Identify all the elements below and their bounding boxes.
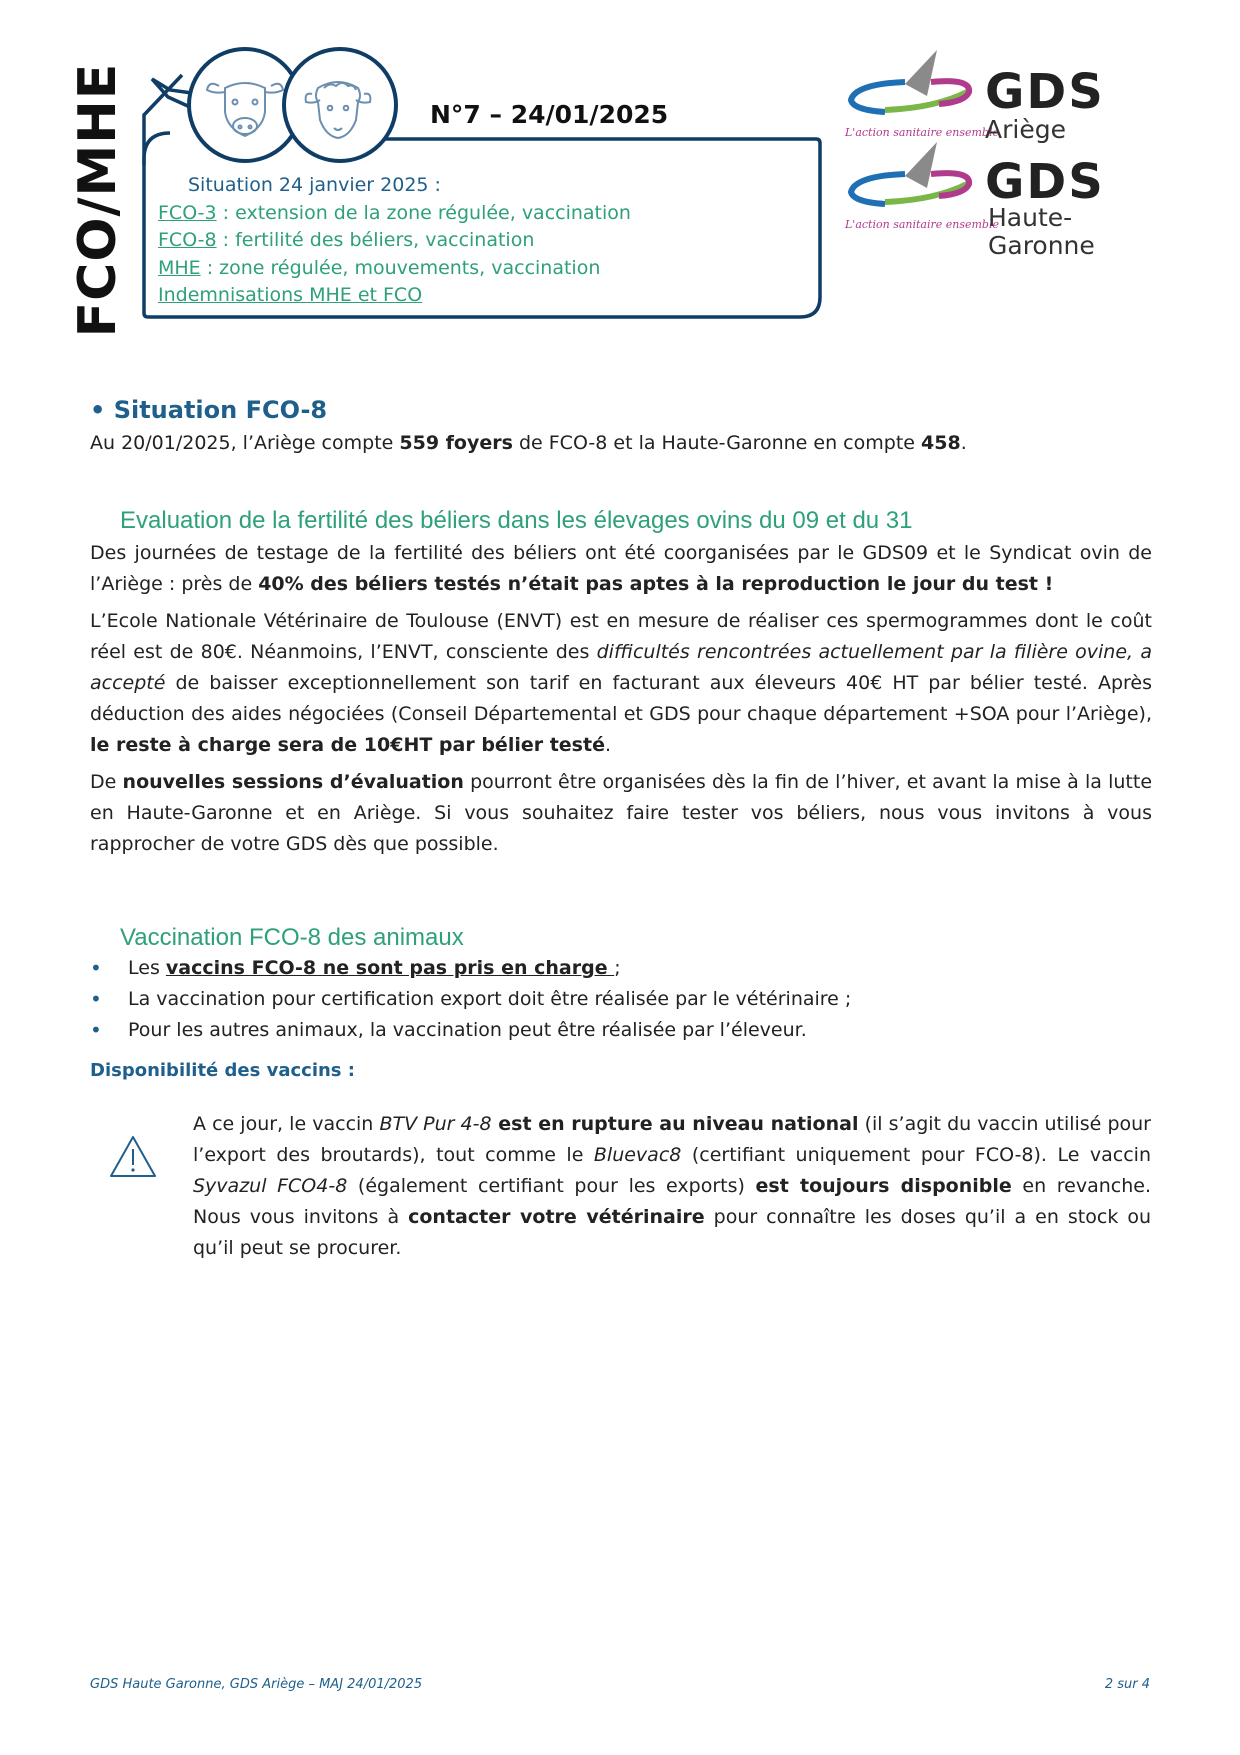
situation-date: Situation 24 janvier 2025 : xyxy=(188,174,441,196)
situation-section xyxy=(90,395,1152,459)
situation-paragraph: Au 20/01/2025, l’Ariège compte 559 foyers de FCO-8 et la Haute-Garonne en compte 458. xyxy=(90,432,967,454)
list-item: • La vaccination pour certification export doit être réalisée par le vétérinaire ; xyxy=(90,984,1152,1015)
availability-paragraph: A ce jour, le vaccin BTV Pur 4-8 est en rupture au niveau national (il s’agit du vaccin utilisé pour l’export des broutards), tout comme le Bluevac8 (certifiant uniquement pour FCO-8). Le vaccin Syvazul FCO4-8 (également certifiant pour les exports) est toujours disponible en revanche. Nous vous invitons à contacter votre vétérinaire pour connaître les doses qu’il a en stock ou qu’il peut se procurer. xyxy=(193,1113,1152,1259)
toc-link-mhe[interactable]: MHE xyxy=(158,256,201,279)
evaluation-section xyxy=(90,505,1152,860)
toc-item: MHE : zone régulée, mouvements, vaccination xyxy=(158,256,601,279)
page-number: 2 sur 4 xyxy=(1104,1677,1150,1692)
evaluation-paragraph-3: De nouvelles sessions d’évaluation pourront être organisées dès la fin de l’hiver, et avant la mise à la lutte en Haute-Garonne et en Ariège. Si vous souhaitez faire tester vos béliers, nous vous invitons à vous rapprocher de votre GDS dès que possible. xyxy=(90,771,1153,855)
toc-link-fco8[interactable]: FCO-8 xyxy=(158,229,217,251)
section-heading: Vaccination FCO-8 des animaux xyxy=(120,924,464,951)
footer-left: GDS Haute Garonne, GDS Ariège – MAJ 24/01/2025 xyxy=(90,1677,423,1692)
bubble-summary xyxy=(158,172,631,310)
logo-gds-haute-garonne: L'action sanitaire ensemble GDS Haute-Garonne xyxy=(845,140,1175,240)
sheep-head-icon xyxy=(302,76,374,142)
toc-item: FCO-3 : extension de la zone régulée, vaccination xyxy=(158,201,631,224)
gds-swoosh-icon xyxy=(845,140,980,220)
availability-section xyxy=(193,1109,1151,1264)
toc-link-fco3[interactable]: FCO-3 xyxy=(158,201,217,224)
gds-swoosh-icon xyxy=(845,48,980,128)
section-heading: • Situation FCO-8 xyxy=(90,396,328,424)
vertical-title: FCO/MHE xyxy=(68,62,128,338)
vaccination-list xyxy=(90,953,1152,1046)
vaccination-section xyxy=(90,922,1152,1086)
cow-head-icon xyxy=(205,72,285,142)
evaluation-paragraph-1: Des journées de testage de la fertilité des béliers ont été coorganisées par le GDS09 et le Syndicat ovin de l’Ariège : près de 40% des béliers testés n’était pas aptes à la reproduction le jour du test ! xyxy=(90,542,1152,595)
section-heading: Evaluation de la fertilité des béliers dans les élevages ovins du 09 et du 31 xyxy=(120,507,913,534)
dispo-heading: Disponibilité des vaccins : xyxy=(90,1060,355,1081)
issue-number: N°7 – 24/01/2025 xyxy=(430,100,669,129)
list-item: • Les vaccins FCO-8 ne sont pas pris en charge ; xyxy=(90,953,1152,984)
toc-link-indemnisations[interactable]: Indemnisations MHE et FCO xyxy=(158,284,423,306)
list-item: • Pour les autres animaux, la vaccination peut être réalisée par l’éleveur. xyxy=(90,1015,1152,1046)
toc-item xyxy=(158,282,631,310)
logo-gds-ariege: L'action sanitaire ensemble GDS Ariège xyxy=(845,48,1175,148)
toc-item: FCO-8 : fertilité des béliers, vaccination xyxy=(158,229,535,251)
warning-triangle-icon xyxy=(108,1134,158,1180)
evaluation-paragraph-2: L’Ecole Nationale Vétérinaire de Toulouse (ENVT) est en mesure de réaliser ces spermogrammes dont le coût réel est de 80€. Néanmoins, l’ENVT, consciente des difficultés rencontrées actuellement par la filière ovine, a accepté de baisser exceptionnellement son tarif en facturant aux éleveurs 40€ HT par bélier testé. Après déduction des aides négociées (Conseil Départemental et GDS pour chaque département +SOA pour l’Ariège), le reste à charge sera de 10€HT par bélier testé. xyxy=(90,610,1152,756)
